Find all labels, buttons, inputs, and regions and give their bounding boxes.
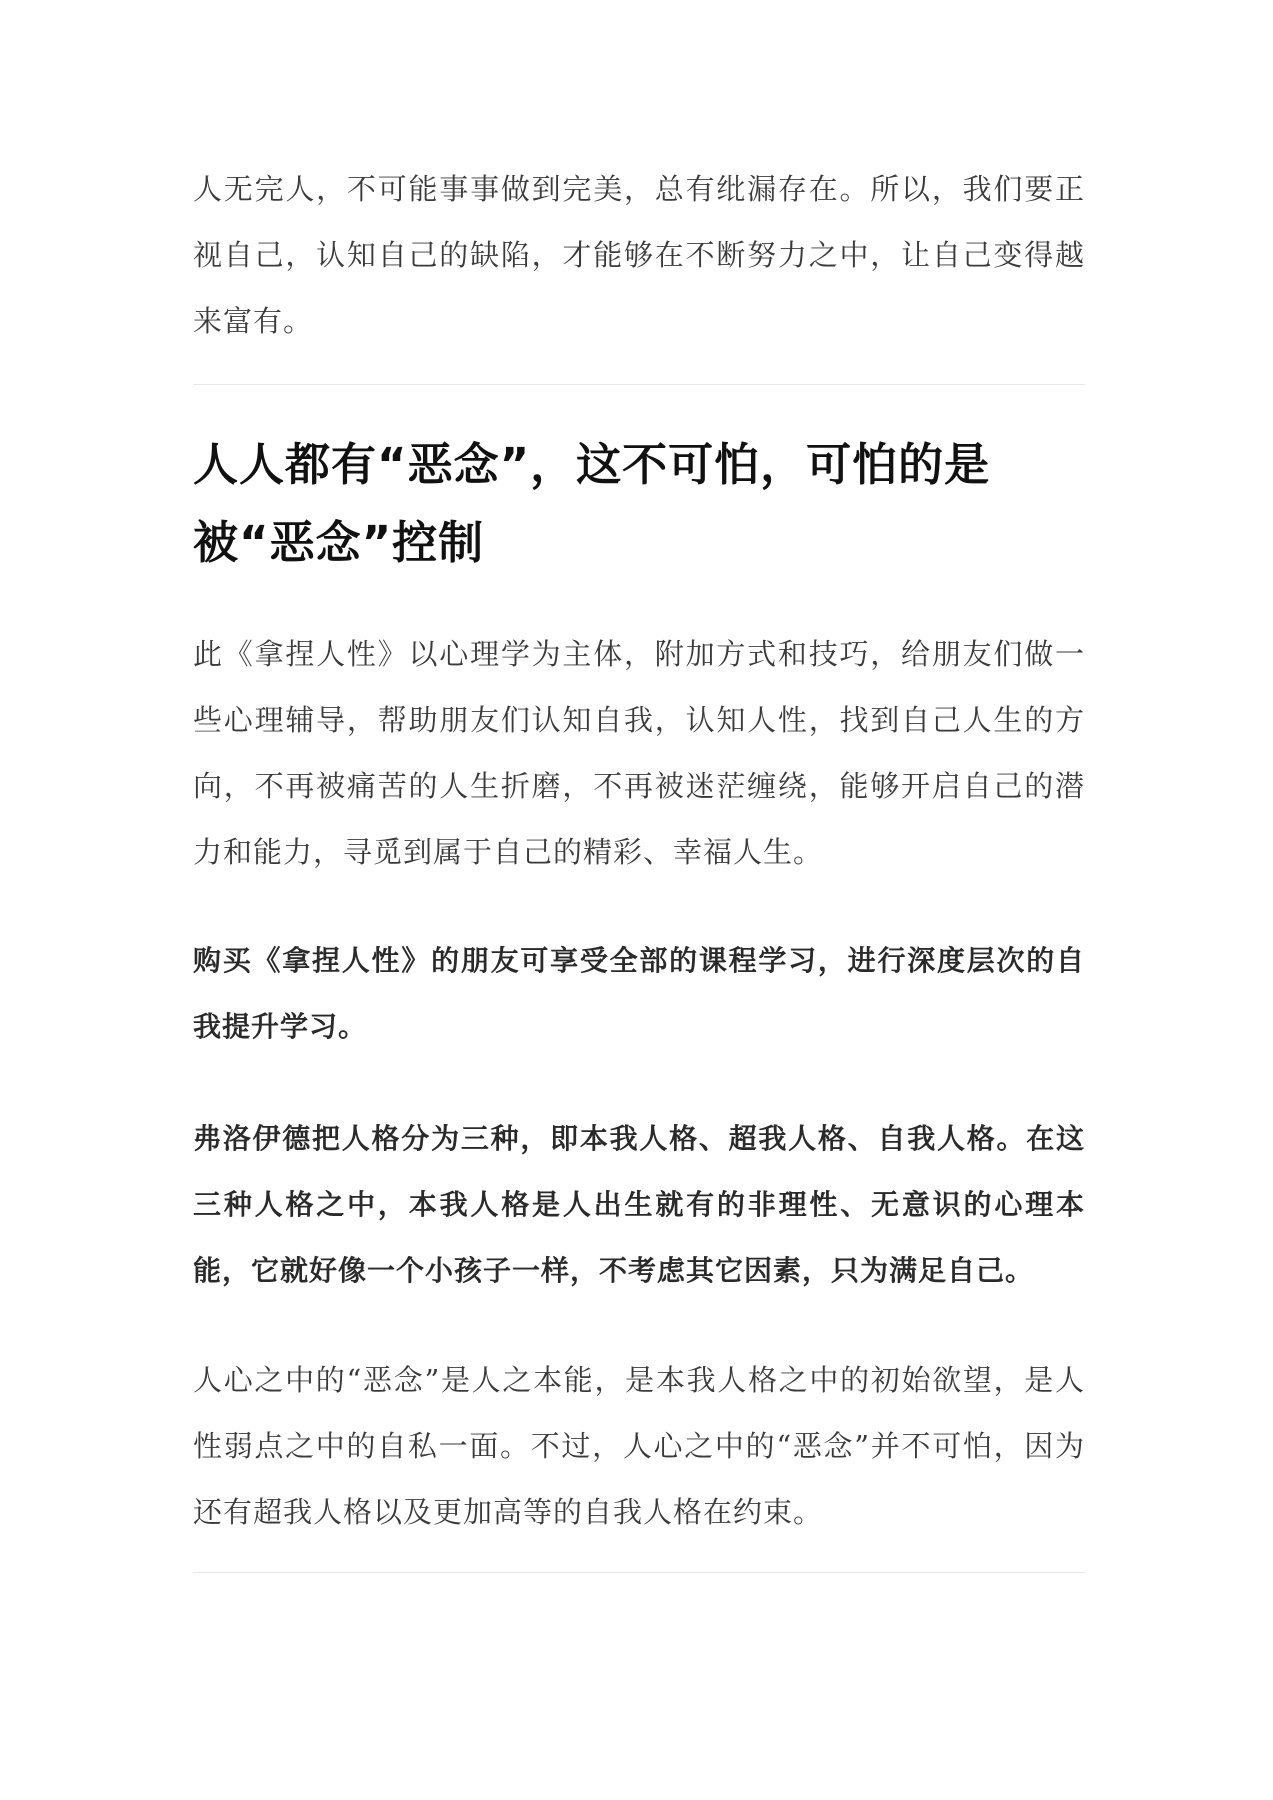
body-paragraph-4: 人心之中的“恶念”是人之本能，是本我人格之中的初始欲望，是人性弱点之中的自私一面。不过，人心之中的“恶念”并不可怕，因为还有超我人格以及更加高等的自我人格在约束。 <box>193 1363 1085 1529</box>
intro-paragraph: 人无完人，不可能事事做到完美，总有纰漏存在。所以，我们要正视自己，认知自己的缺陷，才能够在不断努力之中，让自己变得越来富有。 <box>193 172 1085 338</box>
section-heading: 人人都有“恶念”，这不可怕，可怕的是被“恶念”控制 <box>193 438 991 569</box>
section-divider-top <box>193 384 1085 385</box>
body-paragraph-1: 此《拿捏人性》以心理学为主体，附加方式和技巧，给朋友们做一些心理辅导，帮助朋友们认知自我，认知人性，找到自己人生的方向，不再被痛苦的人生折磨，不再被迷茫缠绕，能够开启自己的潜力和能力，寻觅到属于自己的精彩、幸福人生。 <box>193 637 1085 869</box>
body-paragraph-3-bold: 弗洛伊德把人格分为三种，即本我人格、超我人格、自我人格。在这三种人格之中，本我人格是人出生就有的非理性、无意识的心理本能，它就好像一个小孩子一样，不考虑其它因素，只为满足自己。 <box>193 1122 1085 1287</box>
section-divider-bottom <box>193 1572 1085 1573</box>
body-paragraph-2-bold: 购买《拿捏人性》的朋友可享受全部的课程学习，进行深度层次的自我提升学习。 <box>193 944 1085 1043</box>
